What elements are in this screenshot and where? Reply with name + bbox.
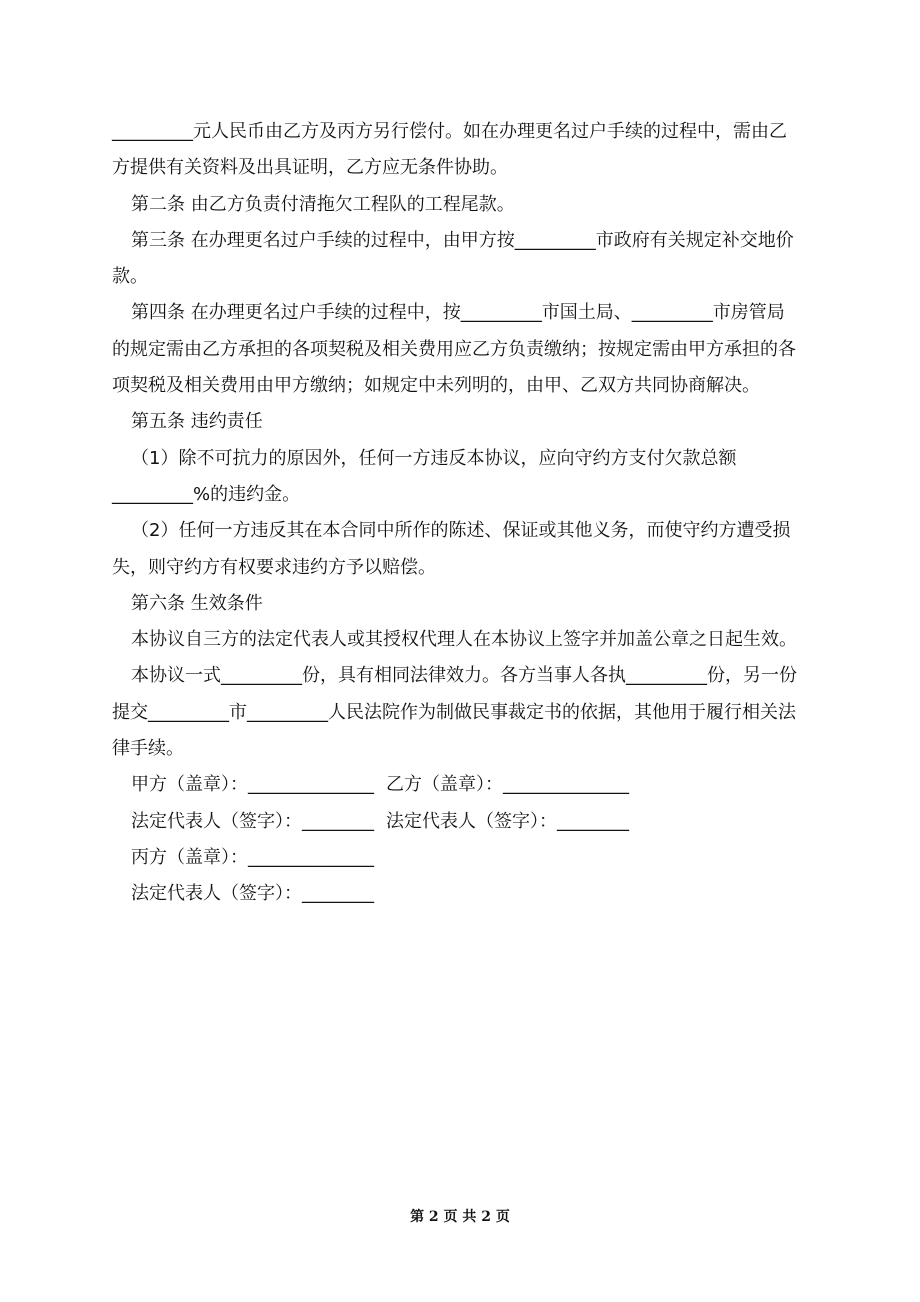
party-a-seal-field[interactable]: 甲方（盖章）：______________ (131, 774, 374, 796)
effect-clause-1: 本协议自三方的法定代表人或其授权代理人在本协议上签字并加盖公章之日起生效。 (131, 629, 797, 651)
article-5-clause-2-cont: 失，则守约方有权要求违约方予以赔偿。 (112, 556, 436, 578)
effect-clause-2: 本协议一式_________份，具有相同法律效力。各方当事人各执_________份，另一份 (131, 665, 797, 687)
party-c-rep-field[interactable]: 法定代表人（签字）：________ (131, 883, 374, 905)
article-5-heading: 第五条 违约责任 (131, 411, 263, 433)
article-6-heading: 第六条 生效条件 (131, 592, 263, 614)
article-2: 第二条 由乙方负责付清拖欠工程队的工程尾款。 (131, 193, 515, 215)
party-b-seal-field[interactable]: 乙方（盖章）：______________ (386, 774, 629, 796)
paragraph-line: 方提供有关资料及出具证明，乙方应无条件协助。 (112, 157, 508, 179)
article-3: 第三条 在办理更名过户手续的过程中，由甲方按_________市政府有关规定补交地价 (131, 229, 794, 251)
article-5-clause-2: （2）任何一方违反其在本合同中所作的陈述、保证或其他义务，而使守约方遭受损 (131, 520, 791, 542)
page-number: 第 2 页 共 2 页 (410, 1209, 510, 1225)
signature-row-seals (112, 767, 809, 803)
signature-row-reps (112, 804, 809, 840)
effect-clause-2-cont: 提交_________市_________人民法院作为制做民事裁定书的依据，其他用于履行相关法 (112, 701, 796, 723)
article-4-cont: 的规定需由乙方承担的各项契税及相关费用应乙方负责缴纳；按规定需由甲方承担的各 (112, 338, 796, 360)
article-4-cont: 项契税及相关费用由甲方缴纳；如规定中未列明的，由甲、乙双方共同协商解决。 (112, 375, 760, 397)
party-a-rep-field[interactable]: 法定代表人（签字）：________ (131, 810, 374, 832)
article-5-clause-1: （1）除不可抗力的原因外，任何一方违反本协议，应向守约方支付欠款总额 (131, 447, 737, 469)
article-5-clause-1-cont: _________%的违约金。 (112, 483, 301, 505)
effect-clause-2-cont: 律手续。 (112, 738, 184, 760)
article-4: 第四条 在办理更名过户手续的过程中，按_________市国土局、_________市房管局 (131, 302, 785, 324)
article-3-cont: 款。 (112, 266, 148, 288)
document-body (112, 114, 809, 913)
party-b-rep-field[interactable]: 法定代表人（签字）：________ (386, 810, 629, 832)
party-c-seal-field[interactable]: 丙方（盖章）：______________ (131, 846, 374, 868)
paragraph-line: _________元人民币由乙方及丙方另行偿付。如在办理更名过户手续的过程中，需由乙 (112, 121, 787, 142)
